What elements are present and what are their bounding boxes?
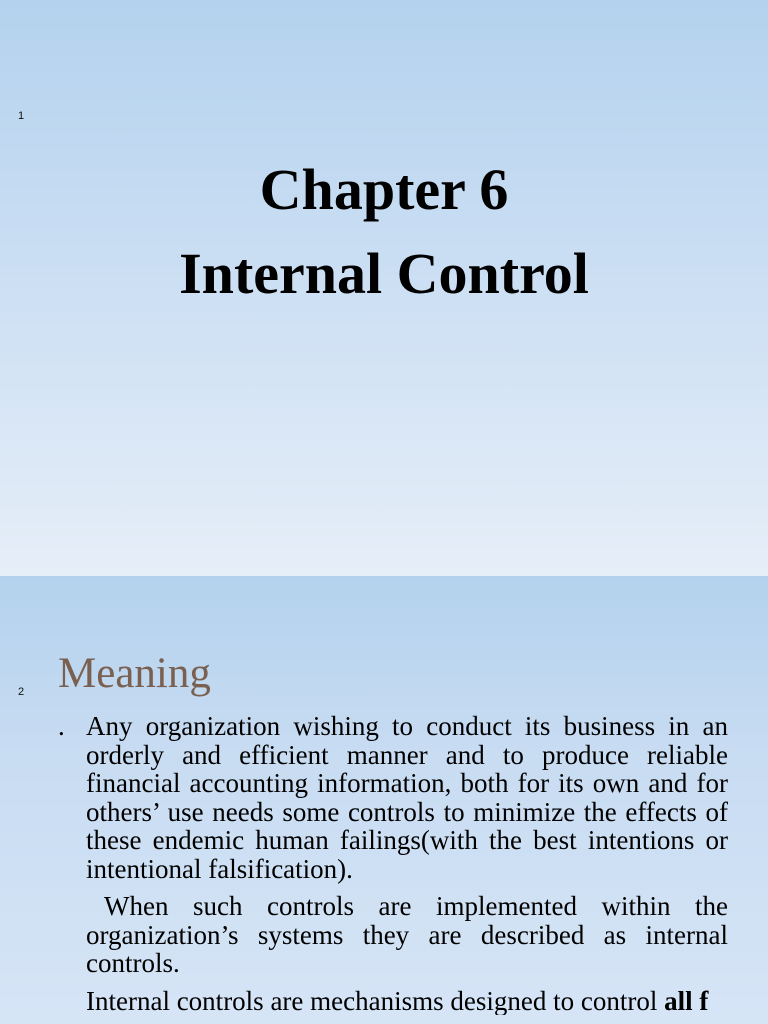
paragraph-mechanisms-bold: all f [664,986,709,1015]
paragraph-intro [58,711,728,884]
bullet-dot: . [58,711,65,741]
paragraph-intro-text: Any organization wishing to conduct its business in an orderly and efficient manner and to produce reliable financial accounting information, both for its own and for others’ use needs some controls to minimize the effects of these endemic human failings(with the best intentions or intentional falsification). [86,711,728,884]
title-line-chapter: Chapter 6 [259,157,509,222]
slide-2 [0,576,768,1024]
slide-title [0,148,768,316]
paragraph-definition: When such controls are implemented within the organization’s systems they are described as internal controls. [86,891,728,978]
paragraph-mechanisms [86,987,728,1015]
slide-number: 1 [18,110,25,122]
section-heading: Meaning [58,650,211,697]
slide-number: 2 [18,686,25,698]
paragraph-mechanisms-text: Internal controls are mechanisms designed to control [86,986,665,1015]
title-line-topic: Internal Control [179,241,589,306]
slide-body [58,711,728,1024]
